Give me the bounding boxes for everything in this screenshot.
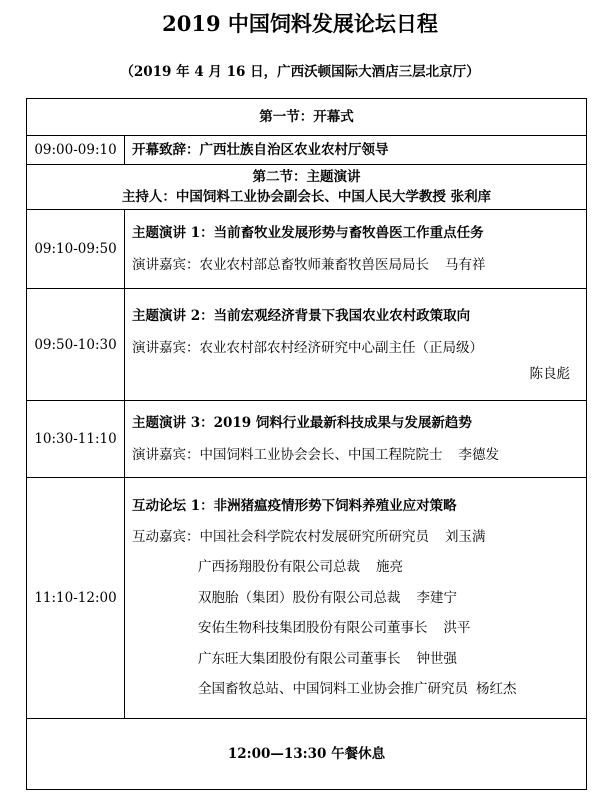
opening-prefix: 开幕致辞： [132,142,200,158]
opening-text: 广西壮族自治区农业农村厅领导 [199,142,389,158]
guest-name: 施亮 [376,559,403,576]
section-label: 第一节：开幕式 [27,99,587,136]
speaker-name: 陈良彪 [529,365,570,382]
guest-org: 广东旺大集团股份有限公司董事长 [198,650,401,667]
keynote-title: 主题演讲 1：当前畜牧业发展形势与畜牧兽医工作重点任务 [132,225,484,241]
guest-line [132,613,576,644]
guest-line [132,644,576,675]
guest-line [132,674,576,705]
speaker-name: 马有祥 [445,257,486,273]
time-cell: 09:50-10:30 [27,289,125,401]
time-cell: 11:10-12:00 [27,478,125,719]
section-header-opening [27,99,587,136]
section-label: 第二节：主题演讲 [252,169,361,185]
speaker-line [132,442,576,468]
keynote-title: 主题演讲 2：当前宏观经济背景下我国农业农村政策取向 [132,307,471,324]
guest-org: 广西扬翔股份有限公司总裁 [198,559,360,576]
time-cell: 09:10-09:50 [27,210,125,289]
schedule-row-keynote-2 [27,289,587,401]
lunch-break: 12:00—13:30 午餐休息 [27,719,587,790]
content-cell [125,401,587,478]
guest-org: 安佑生物科技集团股份有限公司董事长 [198,620,428,637]
schedule-row-keynote-3 [27,401,587,478]
speaker-org: 农业农村部总畜牧师兼畜牧兽医局局长 [199,257,429,273]
keynote-title: 主题演讲 3：2019 饲料行业最新科技成果与发展新趋势 [132,415,472,431]
speaker-line [132,335,576,361]
content-cell [125,289,587,401]
guest-org: 中国社会科学院农村发展研究所研究员 [199,528,429,545]
time-cell: 09:00-09:10 [27,136,125,165]
time-cell: 10:30-11:10 [27,401,125,478]
page-title: 2019 中国饲料发展论坛日程 [162,11,438,36]
content-cell [125,210,587,289]
guests-prefix: 互动嘉宾： [132,528,200,545]
panel-title: 互动论坛 1：非洲猪瘟疫情形势下饲料养殖业应对策略 [132,498,457,515]
guest-name: 钟世强 [416,650,457,667]
guest-line [132,583,576,614]
guest-line [132,552,576,583]
schedule-row-lunch [27,719,587,790]
content-cell [125,136,587,165]
speaker-org: 农业农村部农村经济研究中心副主任（正局级） [199,339,483,356]
guest-org: 双胞胎（集团）股份有限公司总裁 [198,589,401,606]
guest-name: 洪平 [443,620,471,637]
guest-line [132,522,576,553]
speaker-prefix: 演讲嘉宾： [132,447,200,463]
content-cell [125,478,587,719]
guest-org: 全国畜牧总站、中国饲料工业协会推广研究员 [198,681,468,698]
section-header-keynotes [27,165,587,210]
speaker-org: 中国饲料工业协会会长、中国工程院院士 [199,447,443,463]
schedule-table [26,98,587,790]
guest-name: 李建宁 [416,589,457,606]
schedule-row-opening [27,136,587,165]
section-cell [27,165,587,210]
host-line: 主持人：中国饲料工业协会副会长、中国人民大学教授 张利庠 [121,189,492,205]
guest-name: 刘玉满 [445,528,486,545]
guest-name: 杨红杰 [476,681,517,698]
schedule-row-keynote-1 [27,210,587,289]
speaker-line [132,252,576,278]
event-date-venue: （2019 年 4 月 16 日，广西沃顿国际大酒店三层北京厅） [120,64,480,80]
speaker-prefix: 演讲嘉宾： [132,257,200,273]
speaker-prefix: 演讲嘉宾： [132,339,200,356]
schedule-row-panel [27,478,587,719]
speaker-name: 李德发 [458,447,499,463]
